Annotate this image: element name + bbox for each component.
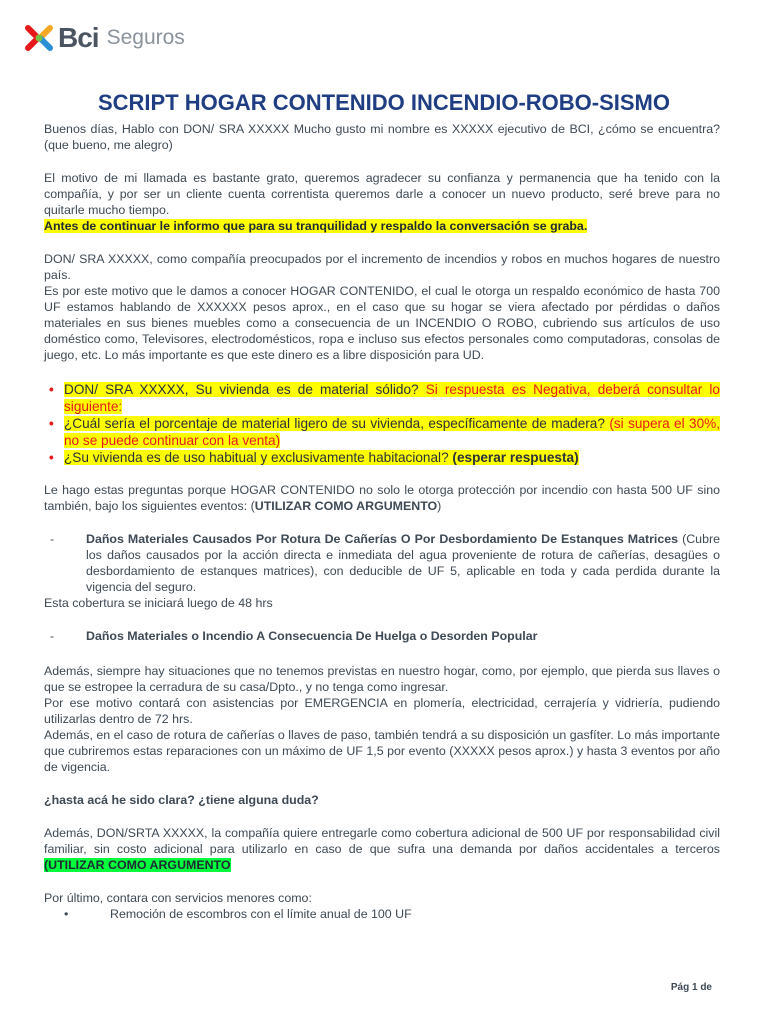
document-title: SCRIPT HOGAR CONTENIDO INCENDIO-ROBO-SISMO — [97, 90, 670, 115]
plumber-paragraph: Además, en el caso de rotura de cañerías o llaves de paso, también tendrá a su disposición un gasfíter. Lo más importante que cubriremos estas reparaciones con un máximo de UF 1,5 por evento (XXXXX pesos aprox.) y hasta 3 eventos por año de vigencia. — [44, 728, 720, 774]
emergency-paragraph: Por ese motivo contará con asistencias por EMERGENCIA en plomería, electricidad, cerrajería y vidriería, pudiendo utilizarlas dentro de 72 hrs. — [44, 696, 720, 726]
bullet-icon: • — [49, 450, 54, 465]
question-item — [44, 381, 720, 415]
check-question: ¿hasta acá he sido clara? ¿tiene alguna duda? — [44, 793, 319, 807]
dash-icon: - — [50, 532, 55, 546]
question-instruction: (esperar respuesta) — [452, 450, 579, 465]
logo-brand: Bci — [58, 22, 99, 53]
argument-highlight: (UTILIZAR COMO ARGUMENTO — [44, 858, 231, 872]
coverage-item: - Daños Materiales o Incendio A Consecuencia De Huelga o Desorden Popular — [50, 629, 538, 643]
question-text: DON/ SRA XXXXX, Su vivienda es de material sólido? — [64, 382, 426, 397]
intro-paragraph — [44, 170, 720, 234]
coverage-item: - Daños Materiales Causados Por Rotura De Cañerías O Por Desbordamiento De Estanques Matrices (Cubre los daños causados por la acción directa e inmediata del agua proveniente de rotura de cañerías, desagües o desbordamiento de estanques matrices), con deducible de UF 5, aplicable en toda y cada perdida durante la vigencia del seguro. — [50, 532, 720, 594]
argument-label: UTILIZAR COMO ARGUMENTO — [254, 499, 438, 513]
recording-notice: Antes de continuar le informo que para su tranquilidad y respaldo la conversación se graba. — [44, 219, 588, 233]
logo-sub: Seguros — [106, 26, 185, 49]
question-item — [44, 415, 720, 449]
question-text: ¿Su vivienda es de uso habitual y exclusivamente habitacional? — [64, 450, 453, 465]
dash-icon: - — [50, 629, 55, 643]
context-paragraph: DON/ SRA XXXXX, como compañía preocupados por el incremento de incendios y robos en muchos hogares de nuestro país. — [44, 252, 720, 282]
question-text: ¿Cuál sería el porcentaje de material ligero de su vivienda, específicamente de madera? — [64, 416, 610, 431]
coverage-paragraph: Le hago estas preguntas porque HOGAR CONTENIDO no solo le otorga protección por incendio con hasta 500 UF sino también, bajo los siguientes eventos: (UTILIZAR COMO ARGUMENTO) — [44, 483, 720, 513]
bci-logo — [24, 22, 185, 54]
intro-text: El motivo de mi llamada es bastante grato, queremos agradecer su confianza y permanencia que ha tenido con la compañía, y por ser un cliente cuenta correntista queremos darle a conocer un nuevo producto, seré breve para no quitarle mucho tiempo. — [44, 171, 720, 217]
product-paragraph: Es por este motivo que le damos a conocer HOGAR CONTENIDO, el cual le otorga un respaldo económico de hasta 700 UF estamos hablando de XXXXXX pesos aprox., en el caso que su hogar se viera afectado por pérdidas o daños materiales en sus bienes muebles como a consecuencia de un INCENDIO O ROBO, cubriendo sus artículos de uso doméstico como, Televisores, electrodomésticos, ropa e incluso sus efectos personales como computadoras, consolas de juego, etc. Lo más importante es que este dinero es a libre disposición para UD. — [44, 284, 720, 362]
bci-logo-mark-icon — [24, 22, 54, 54]
greeting-paragraph: Buenos días, Hablo con DON/ SRA XXXXX Mucho gusto mi nombre es XXXXX ejecutivo de BCI, ¿cómo se encuentra? (que bueno, me alegro) — [44, 122, 720, 152]
liability-paragraph: Además, DON/SRTA XXXXX, la compañía quiere entregarle como cobertura adicional de 500 UF por responsabilidad civil familiar, sin costo adicional para utilizarlo en caso de que sufra una demanda por daños accidentales a terceros (UTILIZAR COMO ARGUMENTO — [44, 826, 720, 872]
services-intro: Por último, contara con servicios menores como: — [44, 891, 312, 905]
question-instruction: (si supera el 30%, no se puede continuar con la venta) — [64, 416, 720, 448]
question-instruction: Si respuesta es Negativa, deberá consultar lo siguiente: — [64, 382, 720, 414]
question-list — [44, 381, 720, 466]
bullet-icon: • — [64, 907, 69, 921]
bullet-icon: • — [49, 416, 54, 431]
bullet-icon: • — [49, 382, 54, 397]
service-item: • Remoción de escombros con el límite anual de 100 UF — [64, 907, 412, 921]
assistance-paragraph: Además, siempre hay situaciones que no tenemos previstas en nuestro hogar, como, por ejemplo, que pierda sus llaves o que se estropee la cerradura de su casa/Dpto., y no tenga como ingresar. — [44, 664, 720, 694]
coverage-note: Esta cobertura se iniciará luego de 48 hrs — [44, 596, 273, 610]
document-body — [44, 121, 720, 922]
page-number: Pág 1 de — [670, 982, 712, 993]
question-item — [44, 449, 720, 466]
